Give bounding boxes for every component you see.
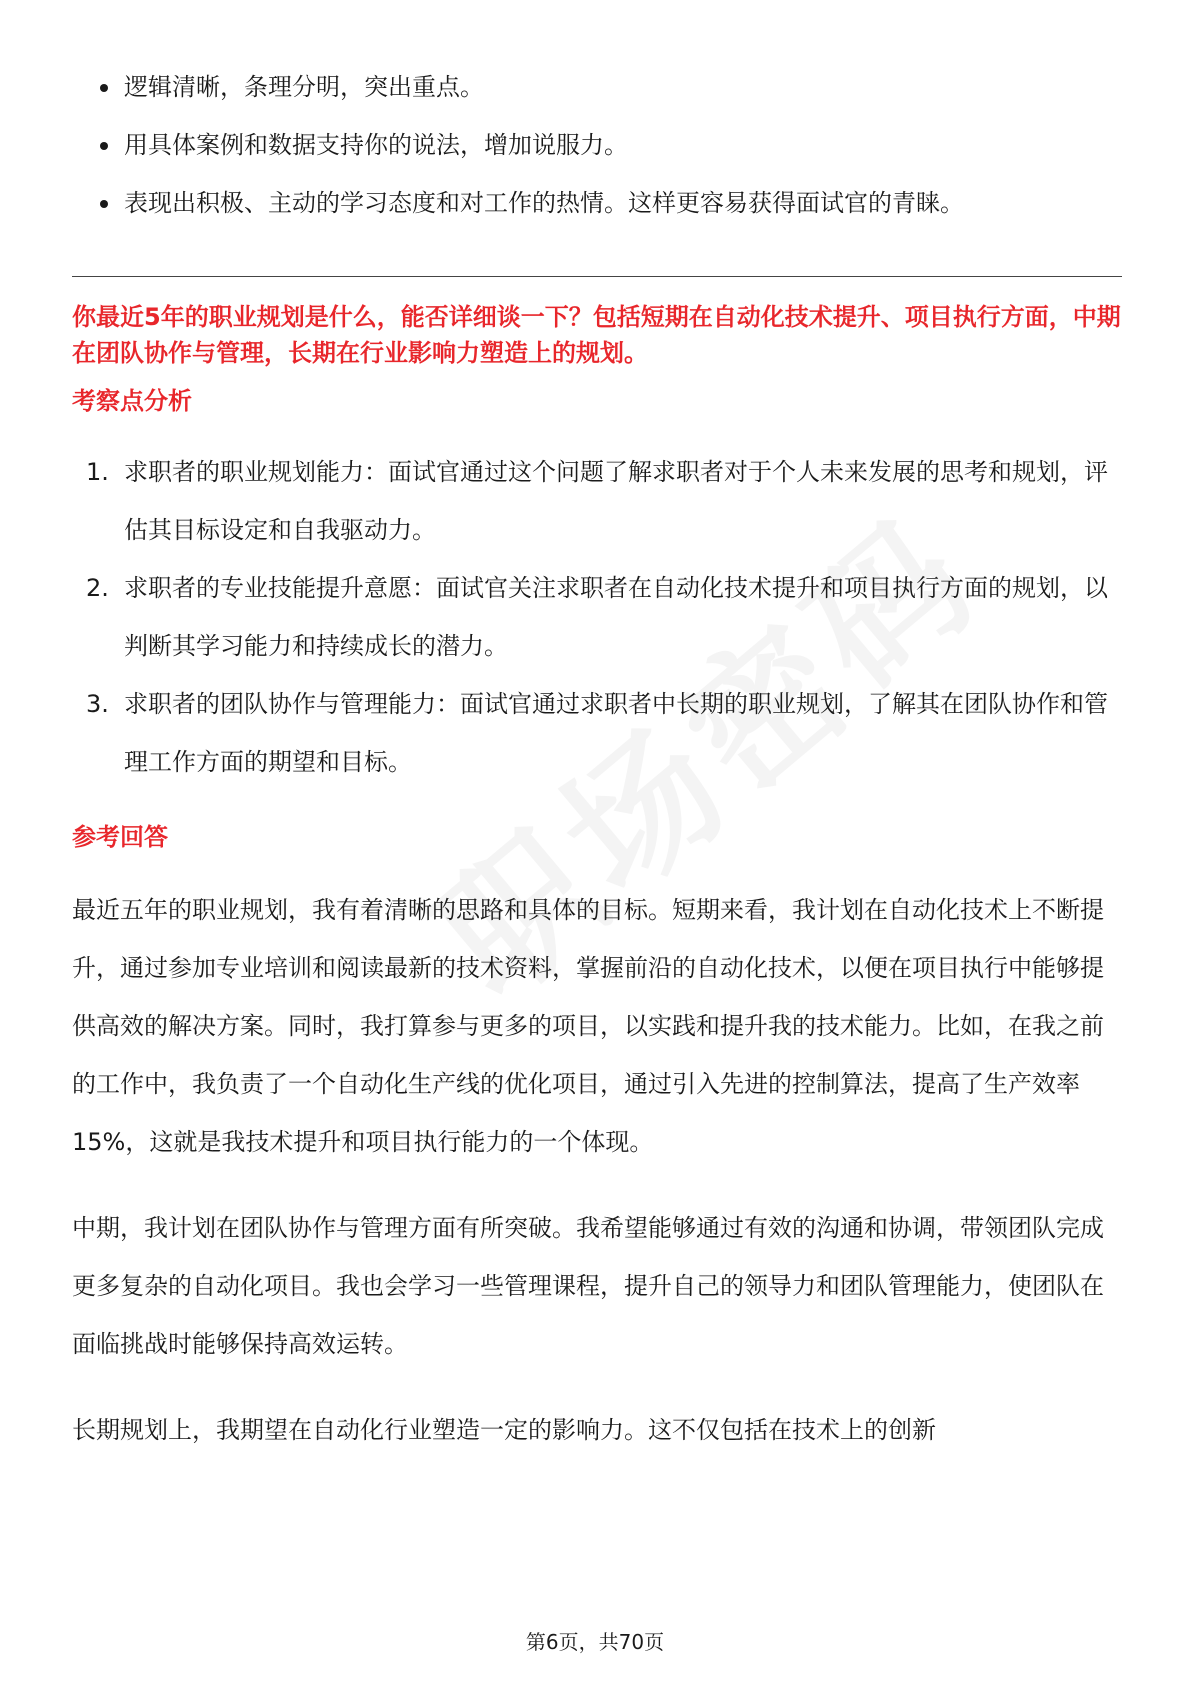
tip-item xyxy=(72,116,1122,174)
analysis-number: 2. xyxy=(86,574,109,602)
tip-text: 逻辑清晰，条理分明，突出重点。 xyxy=(124,73,484,101)
tip-item xyxy=(72,58,1122,116)
answer-paragraph: 中期，我计划在团队协作与管理方面有所突破。我希望能够通过有效的沟通和协调，带领团队完成更多复杂的自动化项目。我也会学习一些管理课程，提升自己的领导力和团队管理能力，使团队在面临挑战时能够保持高效运转。 xyxy=(72,1214,1104,1358)
tip-item xyxy=(72,174,1122,232)
bullet-dot-icon xyxy=(100,200,108,208)
analysis-list xyxy=(72,443,1122,791)
analysis-number: 1. xyxy=(86,458,109,486)
analysis-text: 求职者的职业规划能力：面试官通过这个问题了解求职者对于个人未来发展的思考和规划，评估其目标设定和自我驱动力。 xyxy=(124,458,1108,544)
answer-paragraph: 最近五年的职业规划，我有着清晰的思路和具体的目标。短期来看，我计划在自动化技术上不断提升，通过参加专业培训和阅读最新的技术资料，掌握前沿的自动化技术，以便在项目执行中能够提供高效的解决方案。同时，我打算参与更多的项目，以实践和提升我的技术能力。比如，在我之前的工作中，我负责了一个自动化生产线的优化项目，通过引入先进的控制算法，提高了生产效率15%，这就是我技术提升和项目执行能力的一个体现。 xyxy=(72,896,1104,1156)
tips-list xyxy=(72,58,1122,232)
answer-paragraph: 长期规划上，我期望在自动化行业塑造一定的影响力。这不仅包括在技术上的创新 xyxy=(72,1416,936,1444)
bullet-dot-icon xyxy=(100,84,108,92)
answer-heading: 参考回答 xyxy=(72,823,168,851)
page-footer: 第6页，共70页 xyxy=(525,1630,665,1654)
tip-text: 用具体案例和数据支持你的说法，增加说服力。 xyxy=(124,131,628,159)
tip-text: 表现出积极、主动的学习态度和对工作的热情。这样更容易获得面试官的青睐。 xyxy=(124,189,964,217)
analysis-text: 求职者的团队协作与管理能力：面试官通过求职者中长期的职业规划，了解其在团队协作和管理工作方面的期望和目标。 xyxy=(124,690,1108,776)
analysis-number: 3. xyxy=(86,690,109,718)
analysis-text: 求职者的专业技能提升意愿：面试官关注求职者在自动化技术提升和项目执行方面的规划，以判断其学习能力和持续成长的潜力。 xyxy=(124,574,1108,660)
analysis-item xyxy=(72,559,1122,675)
page-content xyxy=(72,58,1122,1459)
analysis-item xyxy=(72,443,1122,559)
interview-question: 你最近5年的职业规划是什么，能否详细谈一下？包括短期在自动化技术提升、项目执行方面，中期在团队协作与管理，长期在行业影响力塑造上的规划。 xyxy=(72,303,1121,367)
section-divider xyxy=(72,276,1122,277)
analysis-item xyxy=(72,675,1122,791)
analysis-heading: 考察点分析 xyxy=(72,387,192,415)
bullet-dot-icon xyxy=(100,142,108,150)
